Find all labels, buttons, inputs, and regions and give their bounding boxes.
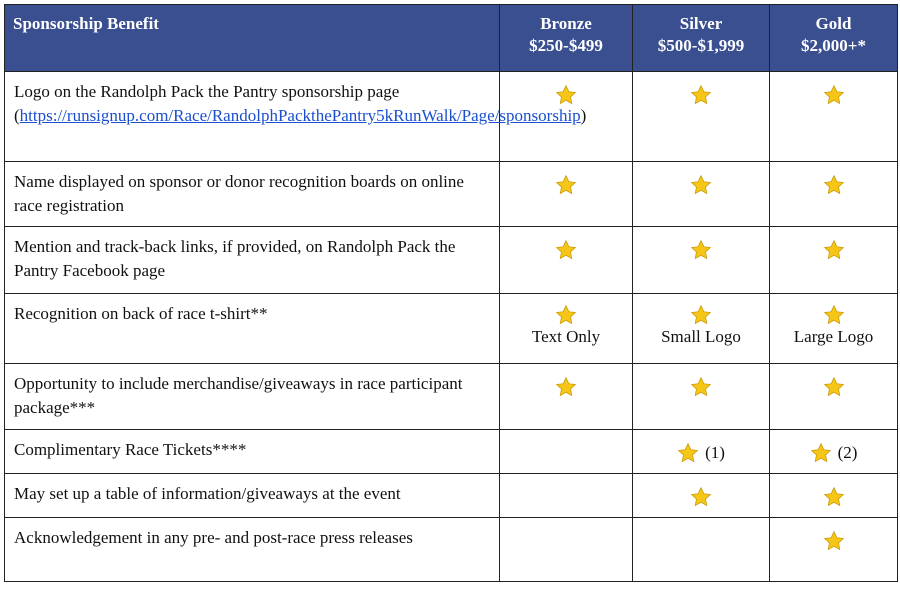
- table-row: [5, 72, 898, 162]
- star-icon: [823, 84, 845, 106]
- star-icon: [823, 174, 845, 196]
- benefit-text: Logo on the Randolph Pack the Pantry sponsorship page (: [14, 82, 400, 125]
- header-benefit: Sponsorship Benefit: [5, 5, 500, 72]
- table-row: [5, 474, 898, 518]
- star-icon: [555, 174, 577, 196]
- silver-cell: [633, 430, 770, 474]
- tshirt-note: Text Only: [531, 327, 601, 346]
- benefit-cell: May set up a table of information/giveaways at the event: [5, 474, 500, 518]
- bronze-cell: [500, 294, 633, 364]
- tshirt-note: Small Logo: [661, 327, 741, 346]
- gold-cell: [770, 162, 898, 227]
- gold-cell: [770, 72, 898, 162]
- gold-cell: [770, 474, 898, 518]
- star-icon: [810, 442, 832, 464]
- benefit-cell: Opportunity to include merchandise/giveaways in race participant package***: [5, 364, 500, 430]
- star-icon: [690, 376, 712, 398]
- sponsorship-table: [4, 4, 898, 582]
- table-row: [5, 162, 898, 227]
- gold-cell: [770, 518, 898, 582]
- header-row: [5, 5, 898, 72]
- benefit-text-end: ): [580, 106, 587, 125]
- silver-cell: [633, 72, 770, 162]
- star-icon: [677, 442, 699, 464]
- gold-cell: [770, 364, 898, 430]
- silver-cell: [633, 162, 770, 227]
- benefit-cell: Mention and track-back links, if provided, on Randolph Pack the Pantry Facebook page: [5, 227, 500, 294]
- star-icon: [555, 304, 577, 326]
- star-icon: [690, 84, 712, 106]
- ticket-count: (1): [705, 443, 725, 463]
- table-row: [5, 518, 898, 582]
- bronze-cell: [500, 430, 633, 474]
- benefit-cell: Acknowledgement in any pre- and post-race press releases: [5, 518, 500, 582]
- tier-range: $250-$499: [529, 36, 603, 55]
- sponsorship-page-link[interactable]: https://runsignup.com/Race/RandolphPackthePantry5kRunWalk/Page/sponsorship: [19, 106, 581, 125]
- table-row: [5, 430, 898, 474]
- bronze-cell: [500, 162, 633, 227]
- star-icon: [823, 304, 845, 326]
- benefit-cell: Complimentary Race Tickets****: [5, 430, 500, 474]
- tier-name: Silver: [679, 14, 723, 33]
- star-icon: [555, 239, 577, 261]
- star-icon: [690, 486, 712, 508]
- table-row: [5, 227, 898, 294]
- star-icon: [555, 84, 577, 106]
- tier-name: Gold: [815, 14, 852, 33]
- table-row: [5, 364, 898, 430]
- silver-cell: [633, 227, 770, 294]
- star-icon: [690, 174, 712, 196]
- table-row: [5, 294, 898, 364]
- gold-cell: [770, 430, 898, 474]
- bronze-cell: [500, 474, 633, 518]
- bronze-cell: [500, 518, 633, 582]
- silver-cell: [633, 518, 770, 582]
- star-icon: [690, 304, 712, 326]
- header-tier-bronze: [500, 5, 633, 72]
- tshirt-note: Large Logo: [793, 327, 874, 346]
- star-icon: [555, 376, 577, 398]
- header-tier-gold: [770, 5, 898, 72]
- star-icon: [690, 239, 712, 261]
- ticket-count: (2): [837, 443, 858, 463]
- silver-cell: [633, 294, 770, 364]
- star-icon: [823, 530, 845, 552]
- star-icon: [823, 239, 845, 261]
- star-icon: [823, 376, 845, 398]
- benefit-cell: Name displayed on sponsor or donor recognition boards on online race registration: [5, 162, 500, 227]
- silver-cell: [633, 364, 770, 430]
- header-tier-silver: [633, 5, 770, 72]
- gold-cell: [770, 294, 898, 364]
- bronze-cell: [500, 364, 633, 430]
- tier-name: Bronze: [540, 14, 592, 33]
- bronze-cell: [500, 227, 633, 294]
- benefit-cell: [5, 72, 587, 162]
- gold-cell: [770, 227, 898, 294]
- tier-range: $2,000+*: [801, 36, 866, 55]
- silver-cell: [633, 474, 770, 518]
- star-icon: [823, 486, 845, 508]
- tier-range: $500-$1,999: [657, 36, 745, 55]
- benefit-cell: Recognition on back of race t-shirt**: [5, 294, 500, 364]
